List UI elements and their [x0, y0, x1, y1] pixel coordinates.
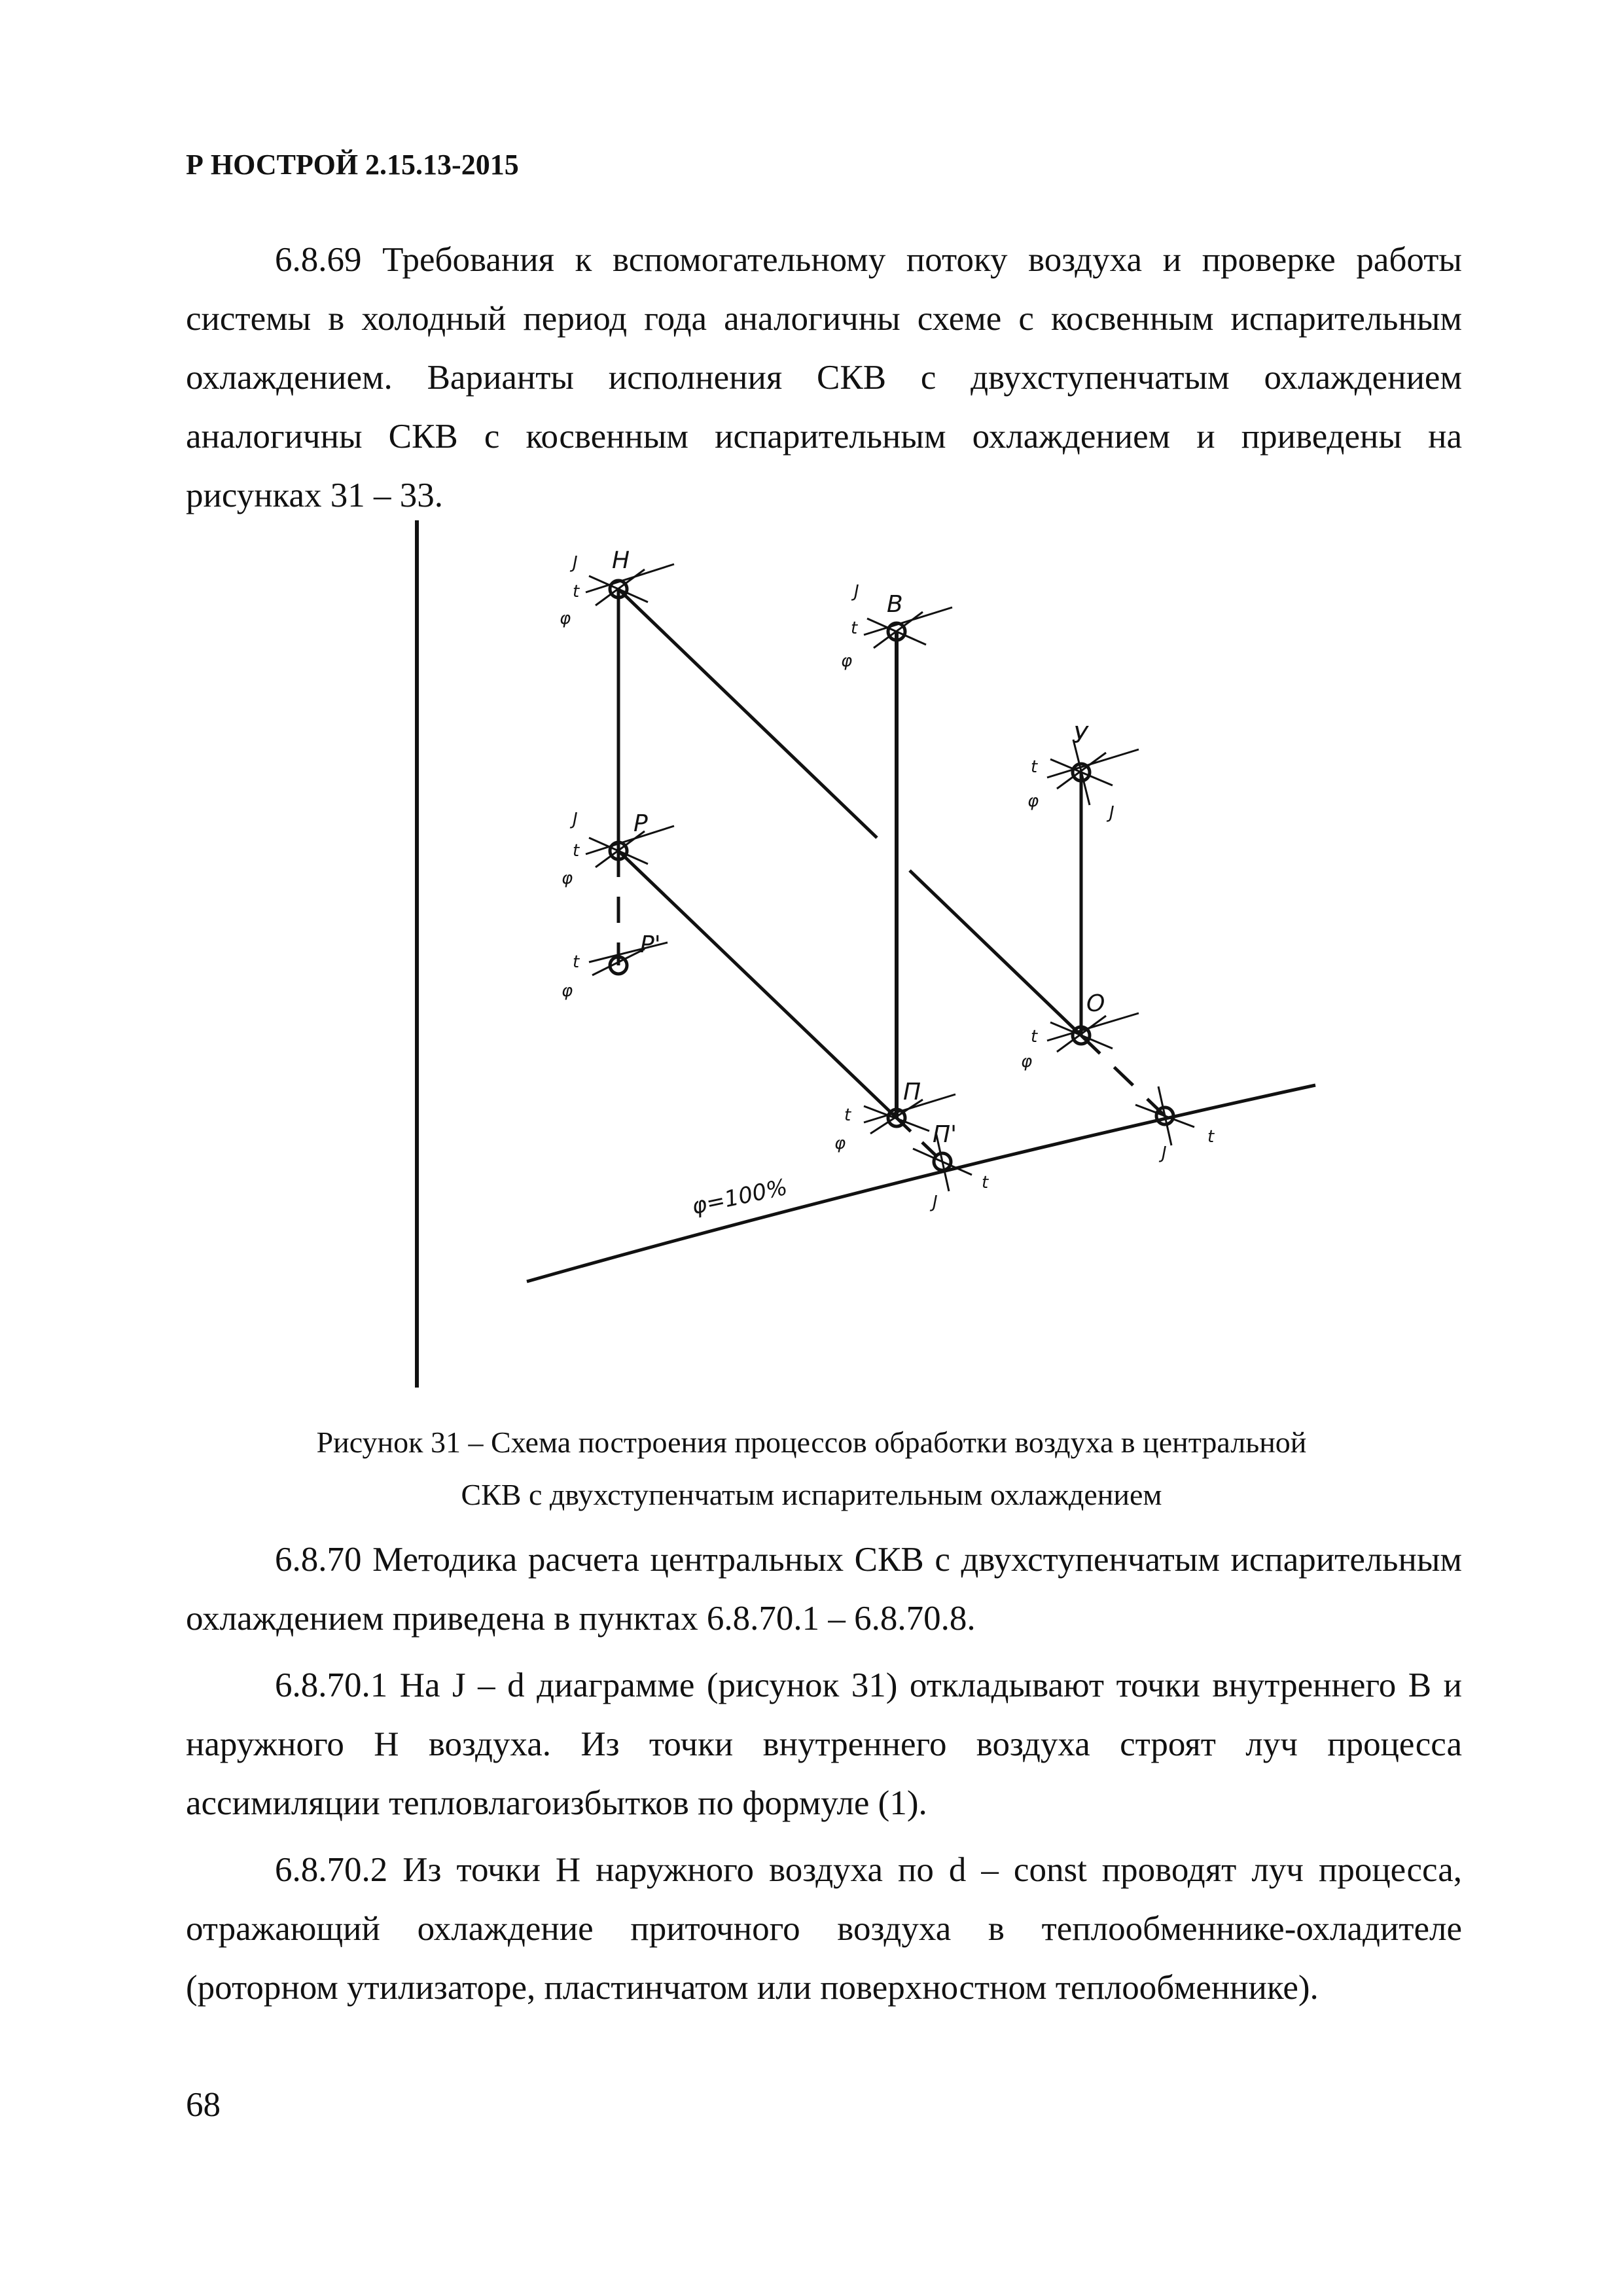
process-line-p-ptr — [618, 851, 897, 1118]
point-o-saturation — [1135, 1086, 1215, 1163]
point-y-sub-t: t — [1031, 757, 1038, 777]
point-pi-label: П — [903, 1079, 921, 1105]
figure-caption-line-1: Рисунок 31 – Схема построения процессов обработки воздуха в центральной — [316, 1426, 1307, 1459]
paragraph-6-8-70: 6.8.70 Методика расчета центральных СКВ с двухступенчатым испарительным охлаждением приведена в пунктах 6.8.70.1 – 6.8.70.8. — [186, 1541, 1462, 1638]
point-y-sub-j: J — [1109, 803, 1115, 823]
point-o-saturation-sub-j: J — [1162, 1143, 1167, 1163]
point-o-sub-phi: φ — [1021, 1052, 1033, 1071]
process-line-h-diagonal — [618, 589, 877, 838]
paragraph-6-8-70-1: 6.8.70.1 На J – d диаграмме (рисунок 31) откладывают точки внутреннего В и наружного Н воздуха. Из точки внутреннего воздуха строят луч процесса ассимиляции тепловлагоизбытков по формуле (1). — [186, 1666, 1462, 1822]
paragraph-6-8-70-2: 6.8.70.2 Из точки Н наружного воздуха по d – const проводят луч процесса, отражающий охлаждение приточного воздуха в теплообменнике-охладителе (роторном утилизаторе, пластинчатом или поверхностном теплообменнике). — [186, 1851, 1462, 2007]
process-line-o-saturation — [1081, 1035, 1165, 1116]
point-y-label: У — [1073, 722, 1088, 749]
point-pi-sub-t: t — [844, 1105, 851, 1125]
point-p-sub-j: J — [573, 810, 578, 829]
page-number: 68 — [186, 2086, 221, 2124]
point-h-sub-j: J — [573, 553, 578, 573]
point-pi-prime-sub-t: t — [982, 1173, 989, 1193]
point-p-prime-sub-phi: φ — [562, 981, 573, 1001]
point-b-sub-phi: φ — [841, 651, 853, 671]
point-pi-prime-label: П' — [933, 1121, 957, 1148]
point-p-sub-t: t — [573, 841, 580, 861]
saturation-curve-label: φ=100% — [689, 1174, 790, 1220]
saturation-curve — [527, 1085, 1315, 1282]
point-p-label: Р — [633, 810, 648, 837]
point-p-prime-sub-t: t — [573, 952, 580, 972]
point-pi-prime-sub-j: J — [933, 1193, 938, 1212]
point-o-saturation-sub-t: t — [1207, 1127, 1215, 1147]
point-h-sub-t: t — [573, 582, 580, 601]
point-b-label: В — [887, 591, 903, 618]
process-line-diagonal-o — [910, 870, 1081, 1035]
figure-caption-line-2: СКВ с двухступенчатым испарительным охлаждением — [461, 1478, 1162, 1511]
point-b-sub-t: t — [851, 619, 858, 638]
point-y-sub-phi: φ — [1027, 791, 1039, 811]
point-pi-prime — [913, 1121, 989, 1212]
document-code-header: Р НОСТРОЙ 2.15.13-2015 — [186, 149, 519, 181]
point-h-sub-phi: φ — [560, 609, 571, 628]
point-p-sub-phi: φ — [562, 869, 573, 888]
point-b-sub-j: J — [854, 582, 859, 601]
point-o-sub-t: t — [1031, 1027, 1038, 1047]
point-p-prime — [562, 931, 668, 1001]
point-y — [1027, 722, 1139, 823]
point-o-label: О — [1086, 990, 1105, 1017]
point-h-label: Н — [612, 547, 630, 574]
point-pi-sub-phi: φ — [834, 1134, 846, 1153]
paragraph-6-8-69: 6.8.69 Требования к вспомогательному потоку воздуха и проверке работы системы в холодный период года аналогичны схеме с косвенным испарительным охлаждением. Варианты исполнения СКВ с двухступенчатым охлаждением аналогичны СКВ с косвенным испарительным охлаждением и приведены на рисунках 31 – 33. — [186, 241, 1462, 514]
point-p-prime-label: Р' — [640, 931, 661, 958]
